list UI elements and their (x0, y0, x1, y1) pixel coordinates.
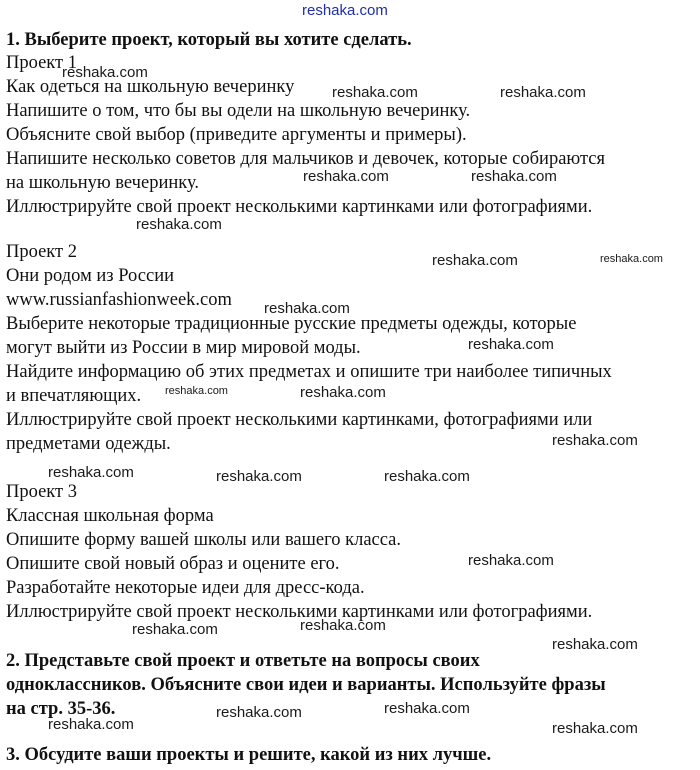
watermark: reshaka.com (62, 64, 148, 81)
watermark: reshaka.com (303, 168, 389, 185)
project-2-line: могут выйти из России в мир мировой моды. (6, 338, 361, 358)
project-2-line: и впечатляющих. (6, 386, 142, 406)
task-2-text: на стр. 35-36. (6, 699, 116, 719)
watermark: reshaka.com (552, 432, 638, 449)
watermark: reshaka.com (432, 252, 518, 269)
watermark: reshaka.com (468, 552, 554, 569)
task-3-heading: 3. Обсудите ваши проекты и решите, какой из них лучше. (6, 745, 492, 765)
project-3-line: Разработайте некоторые идеи для дресс-кода. (6, 578, 365, 598)
watermark: reshaka.com (384, 468, 470, 485)
project-2-title: Проект 2 (6, 242, 78, 262)
project-3-line: Опишите свой новый образ и оцените его. (6, 554, 340, 574)
project-1-line: Иллюстрируйте свой проект несколькими картинками или фотографиями. (6, 197, 593, 217)
watermark: reshaka.com (552, 720, 638, 737)
project-1-line: Объясните свой выбор (приведите аргументы и примеры). (6, 125, 467, 145)
watermark: reshaka.com (216, 704, 302, 721)
project-1-line: Напишите несколько советов для мальчиков и девочек, которые собираются (6, 149, 606, 169)
watermark: reshaka.com (132, 621, 218, 638)
project-3-topic: Классная школьная форма (6, 506, 214, 526)
task-1-heading: 1. Выберите проект, который вы хотите сделать. (6, 30, 412, 50)
project-2-line: Иллюстрируйте свой проект несколькими картинками, фотографиями или (6, 410, 593, 430)
project-3-title: Проект 3 (6, 482, 78, 502)
watermark-top: reshaka.com (302, 2, 388, 19)
project-2-line: предметами одежды. (6, 434, 171, 454)
watermark: reshaka.com (165, 385, 228, 397)
project-1-line: Напишите о том, что бы вы одели на школьную вечеринку. (6, 101, 471, 121)
watermark: reshaka.com (48, 716, 134, 733)
project-2-topic: Они родом из России (6, 266, 174, 286)
project-3-line: Опишите форму вашей школы или вашего класса. (6, 530, 402, 550)
project-1-line: на школьную вечеринку. (6, 173, 199, 193)
project-1-title: Проект 1 (6, 53, 78, 73)
task-2-text: одноклассников. Объясните свои идеи и варианты. Используйте фразы (6, 675, 606, 695)
watermark: reshaka.com (500, 84, 586, 101)
project-3-line: Иллюстрируйте свой проект несколькими картинками или фотографиями. (6, 602, 593, 622)
project-2-line: Найдите информацию об этих предметах и опишите три наиболее типичных (6, 362, 612, 382)
watermark: reshaka.com (300, 617, 386, 634)
project-2-line: Выберите некоторые традиционные русские предметы одежды, которые (6, 314, 577, 334)
watermark: reshaka.com (552, 636, 638, 653)
watermark: reshaka.com (216, 468, 302, 485)
watermark: reshaka.com (600, 253, 663, 265)
project-1-topic: Как одеться на школьную вечеринку (6, 77, 295, 97)
watermark: reshaka.com (471, 168, 557, 185)
watermark: reshaka.com (384, 700, 470, 717)
watermark: reshaka.com (48, 464, 134, 481)
project-2-website: www.russianfashionweek.com (6, 290, 232, 310)
watermark: reshaka.com (136, 216, 222, 233)
watermark: reshaka.com (264, 300, 350, 317)
watermark: reshaka.com (300, 384, 386, 401)
watermark: reshaka.com (468, 336, 554, 353)
task-2-text: 2. Представьте свой проект и ответьте на вопросы своих (6, 651, 480, 671)
watermark: reshaka.com (332, 84, 418, 101)
